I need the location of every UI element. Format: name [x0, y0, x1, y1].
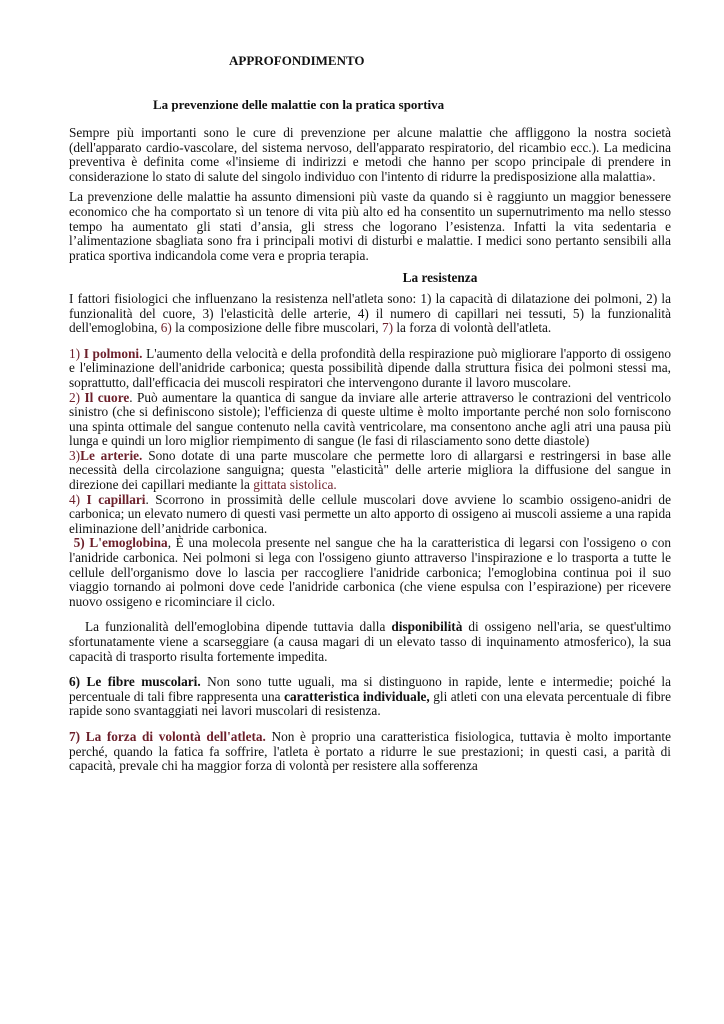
emoglobina-paragraph [69, 620, 671, 664]
fibre-text-c: gli atleti con una elevata percentuale di fibre rapide sono svantaggiati nei lavori muscolari di resistenza. [69, 688, 671, 719]
resistenza-intro-b: la composizione delle fibre muscolari, [175, 320, 379, 336]
volonta-label: 7) La forza di volontà dell'atleta. [69, 728, 266, 744]
item-number: 2) [69, 389, 81, 405]
item-label: I polmoni. [83, 345, 143, 361]
item-number: 3) [69, 447, 81, 463]
volonta-paragraph [69, 730, 671, 774]
fibre-text-a: Non sono tutte uguali, ma si distinguono in rapide, lente e intermedie; poiché la percentuale di tali fibre rappresenta una [69, 674, 671, 704]
item-capillari [69, 493, 671, 537]
item-text: . Scorrono in prossimità delle cellule muscolari dove avviene lo scambio ossigeno-anidri de carbonica; un elevato numero di questi vasi permette un alto apporto di ossigeno ai muscoli assieme a una rapida eliminazione dell’anidride carbonica. [69, 491, 671, 536]
resistenza-intro [69, 292, 671, 336]
resistenza-intro-c: la forza di volontà dell'atleta. [396, 320, 552, 336]
page-subtitle: La prevenzione delle malattie con la pratica sportiva [153, 97, 445, 112]
document-body [69, 126, 671, 774]
item-label: Il cuore [84, 389, 130, 405]
resistenza-intro-a: I fattori fisiologici che influenzano la resistenza nell'atleta sono: 1) la capacità di dilatazione dei polmoni, 2) la funzionalità del cuore, 3) l'elasticità delle arterie, 4) il numero di capillari nei tessuti, 5) la funzionalità dell'emoglobina, [69, 290, 671, 336]
item-polmoni [69, 347, 671, 391]
item-text: . Può aumentare la quantica di sangue da inviare alle arterie attraverso le contrazioni del ventricolo sinistro (che si definiscono sistole); l'efficienza di queste ultime è molto importante perché non solo forniscono una spinta ottimale del sangue contenuto nella cavità ventricolare, ma consentono anche agli atri una pausa più lunga e quindi un loro miglior riempimento di sangue (le fasi di rilasciamento sono dette diastole) [69, 389, 672, 449]
intro-paragraph-2: La prevenzione delle malattie ha assunto dimensioni più vaste da quando si è raggiunto un maggior benessere economico che ha comportato sì un tenore di vita più alto ed ha consentito un supernutrimento ma nello stesso tempo ha aumentato gli stati d’ansia, gli stress che logorano l’esistenza. Infatti la vita sedentaria e l’alimentazione sbagliata sono fra i principali motivi di disturbi e malattie. I medici sono pertanto sensibili alla pratica sportiva indicandola come vera e propria terapia. [69, 189, 671, 263]
item-label: 5) L'emoglobina [73, 535, 168, 551]
page-title: APPROFONDIMENTO [229, 53, 365, 68]
item-label: I capillari [86, 491, 146, 507]
resistenza-number-7: 7) [381, 320, 394, 336]
item-text: , È una molecola presente nel sangue che ha la caratteristica di legarsi con l'ossigeno o con l'anidride carbonica. Nei polmoni si lega con l'ossigeno giunto attraverso l'inspirazione e lo trasporta a tutte le cellule dell'organismo dove lo lascia per raccogliere l'anidride carbonica; l'emoglobina continua poi il suo viaggio tornando ai polmoni dove cede l'anidride carbonica (che viene espulsa con l’espirazione) per ricevere nuovo ossigeno e ricominciare il ciclo. [69, 535, 671, 609]
emoglobina-text-a: La funzionalità dell'emoglobina dipende tuttavia dalla [85, 619, 386, 635]
item-text: Sono dotate di una parte muscolare che permette loro di allargarsi e restringersi in base alle necessità della circolazione sanguigna; questa "elasticità" delle arterie migliora la diffusione del sangue in direzione dei capillari mediante la [69, 447, 671, 493]
fibre-paragraph [69, 675, 671, 719]
item-label: Le arterie. [80, 447, 143, 463]
section-heading-resistenza: La resistenza [402, 270, 478, 286]
fibre-bold: caratteristica individuale, [284, 688, 430, 704]
item-cuore [69, 391, 671, 449]
emoglobina-bold: disponibilità [391, 619, 463, 635]
fibre-label: 6) Le fibre muscolari. [69, 674, 201, 690]
gittata-sistolica-link[interactable]: gittata sistolica. [253, 477, 337, 493]
item-arterie [69, 449, 671, 493]
intro-paragraph-1: Sempre più importanti sono le cure di prevenzione per alcune malattie che affliggono la nostra società (dell'apparato cardio-vascolare, del sistema nervoso, dell'apparato respiratorio, del ricambio ecc.). La medicina preventiva è definita come «l'insieme di indirizzi e metodi che hanno per scopo principale di prendere in considerazione lo stato di salute del singolo individuo con l'intento di ridurre la predisposizione alla malattia». [69, 125, 671, 184]
item-emoglobina [69, 536, 671, 609]
item-text: L'aumento della velocità e della profondità della respirazione può migliorare l'apporto di ossigeno e l'eliminazione dell'anidride carbonica; questa possibilità dipende dalla struttura fisica dei polmoni stessi ma, soprattutto, dall'efficacia dei muscoli respiratori che intervengono durante il lavoro muscolare. [69, 345, 671, 390]
item-number: 4) [69, 491, 81, 507]
volonta-text: Non è proprio una caratteristica fisiologica, tuttavia è molto importante perché, quando la fatica fa soffrire, l'atleta è portato a ridurre le sue prestazioni; in questi casi, a parità di capacità, prevale chi ha maggior forza di volontà per resistere alla sofferenza [69, 728, 671, 774]
resistenza-number-6: 6) [160, 320, 172, 336]
item-number: 1) [69, 345, 81, 361]
emoglobina-text-c: di ossigeno nell'aria, se quest'ultimo sfortunatamente viene a scarseggiare (a causa magari di un elevato tasso di inquinamento atmosferico), la sua capacità di trasporto risulta fortemente impedita. [69, 619, 672, 664]
